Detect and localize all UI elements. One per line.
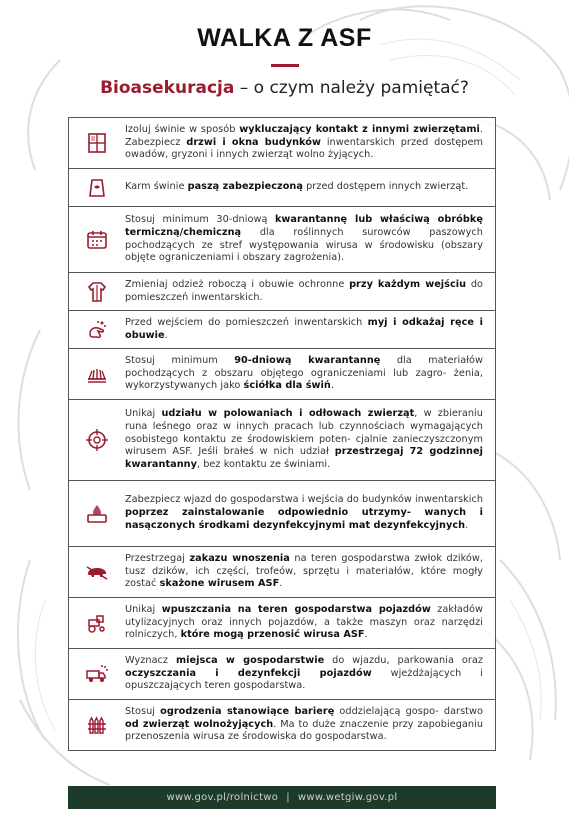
- protective-clothing-icon: [85, 280, 109, 304]
- rule-icon-cell: [69, 118, 125, 168]
- rule-text-part: oddzielającą gospo- darstwo: [334, 705, 483, 717]
- rule-text-emphasis: które mogą przenosić wirusa ASF: [180, 629, 365, 641]
- rule-text-part: na teren gospodarstwa zwłok dzików, tusz dzików, ich części, trofeów, sprzętu i materiałów, które mogły zostać: [125, 552, 483, 590]
- rule-row: [68, 273, 496, 311]
- page-title: WALKA Z ASF: [197, 24, 372, 52]
- rule-text-emphasis: przestrzegaj 72 godzinnej kwarantanny: [125, 446, 483, 471]
- rule-text-emphasis: kwarantannę lub właściwą obróbkę termiczną/chemiczną: [125, 213, 483, 238]
- subtitle-bold: Bioasekuracja: [100, 78, 235, 98]
- rule-text-emphasis: udziału w polowaniach i odłowach zwierząt: [161, 407, 415, 419]
- subtitle-rest: – o czym należy pamiętać?: [234, 78, 469, 98]
- rule-text-part: , w zbieraniu runa leśnego oraz w innych pracach lub czynnościach wymagających osobistego kontaktu ze środowiskiem poten- cjalnie zanieczyszczonym wirusem ASF. Jeśli brałeś w nich udział: [125, 407, 483, 458]
- rule-text: [125, 481, 495, 546]
- rule-text-part: .: [364, 629, 368, 641]
- title-divider: [271, 64, 299, 67]
- rule-text-part: Wyznacz: [125, 654, 176, 666]
- rule-row: [68, 481, 496, 547]
- rule-text-part: zakładów utylizacyjnych oraz innych pojazdów, a także maszyn oraz narzędzi rolniczych,: [125, 603, 483, 641]
- rule-text-emphasis: ogrodzenia stanowiące barierę: [160, 705, 335, 717]
- rule-text-part: . Zabezpiecz: [125, 123, 483, 148]
- rule-text: [125, 598, 495, 648]
- rule-icon-cell: [69, 273, 125, 310]
- rule-text-part: wjeżdżających i opuszczających teren gospodarstwa.: [125, 667, 483, 692]
- rule-text-emphasis: przy każdym wejściu: [349, 278, 467, 290]
- rule-row: [68, 349, 496, 400]
- rule-text-part: Stosuj minimum 30-dniową: [125, 213, 275, 225]
- rule-text-part: do wjazdu, parkowania oraz: [324, 654, 483, 666]
- rule-icon-cell: [69, 598, 125, 648]
- rule-text-emphasis: oczyszczania i dezynfekcji pojazdów: [125, 667, 372, 679]
- tractor-icon: [85, 611, 109, 635]
- rule-row: [68, 598, 496, 649]
- footer-link-rolnictwo[interactable]: www.gov.pl/rolnictwo: [166, 792, 279, 803]
- fence-icon: [85, 713, 109, 737]
- truck-spray-icon: [85, 662, 109, 686]
- rule-icon-cell: [69, 547, 125, 597]
- rule-row: [68, 311, 496, 349]
- wild-boar-icon: [85, 560, 109, 584]
- rule-text: [125, 649, 495, 699]
- rule-text: [125, 118, 495, 168]
- rule-text: [125, 700, 495, 750]
- disinfection-mat-icon: [85, 502, 109, 526]
- rule-text: [125, 547, 495, 597]
- footer-link-wetgiw[interactable]: www.wetgiw.gov.pl: [297, 792, 398, 803]
- rule-text-part: dla materiałów pochodzących z obszaru objętego ograniczeniami lub zagro- żenia, wykorzystywanych jako: [125, 354, 484, 392]
- rule-text-part: przed dostępem innych zwierząt.: [302, 181, 469, 193]
- rule-text-part: Unikaj: [125, 603, 162, 615]
- crosshair-target-icon: [85, 428, 109, 452]
- rule-row: [68, 169, 496, 207]
- rule-icon-cell: [69, 400, 125, 480]
- rule-text-part: Zabezpiecz wjazd do gospodarstwa i wejścia do budynków inwentarskich: [125, 494, 484, 506]
- rule-text-part: Karm świnie: [125, 181, 188, 193]
- rule-row: [68, 400, 496, 481]
- feed-bag-icon: [85, 176, 109, 200]
- rule-text-part: Zmieniaj odzież roboczą i obuwie ochronne: [125, 278, 350, 290]
- biosecurity-rules-table: [68, 117, 496, 751]
- rule-text-emphasis: poprzez zainstalowanie odpowiednio utrzymy- wanych i nasączonych środkami dezynfekcyjnymi mat dezynfekcyjnych: [125, 507, 483, 531]
- barn-door-window-icon: [85, 131, 109, 155]
- rule-text: [125, 169, 495, 206]
- rule-text-part: . Ma to duże znaczenie przy zapobieganiu przenoszenia wirusa ze środowiska do gospodarstwa.: [125, 718, 484, 743]
- rule-text-part: .: [279, 578, 283, 590]
- rule-text: [125, 207, 495, 272]
- rule-row: [68, 547, 496, 598]
- rule-text-emphasis: skażone wirusem ASF: [159, 578, 280, 590]
- rule-text-emphasis: od zwierząt wolnożyjących: [125, 718, 274, 730]
- rule-text-emphasis: zakazu wnoszenia: [189, 552, 290, 564]
- rule-text-part: , bez kontaktu ze świniami.: [196, 459, 331, 471]
- rule-text-emphasis: myj i odkażaj ręce i obuwie: [125, 316, 483, 341]
- hand-washing-icon: [85, 318, 109, 342]
- rule-text: [125, 400, 495, 480]
- rule-icon-cell: [69, 349, 125, 399]
- rule-text-part: Unikaj: [125, 407, 162, 419]
- rule-text: [125, 349, 495, 399]
- rule-text-emphasis: ściółka dla świń: [243, 380, 331, 392]
- rule-text-emphasis: wpuszczania na teren gospodarstwa pojazdów: [161, 603, 431, 615]
- rule-text-part: Izoluj świnie w sposób: [125, 123, 240, 135]
- rule-text-part: Przed wejściem do pomieszczeń inwentarskich: [125, 316, 368, 328]
- page-subtitle: [0, 78, 569, 98]
- rule-row: [68, 649, 496, 700]
- rule-text: [125, 311, 495, 348]
- rule-icon-cell: [69, 481, 125, 546]
- rule-text-part: .: [465, 519, 469, 531]
- rule-text-part: do pomieszczeń inwentarskich.: [125, 278, 483, 303]
- footer-bar: [68, 786, 496, 809]
- rule-row: [68, 700, 496, 751]
- rule-row: [68, 207, 496, 273]
- straw-bedding-icon: [85, 362, 109, 386]
- rule-text-emphasis: paszą zabezpieczoną: [187, 181, 303, 193]
- rule-text-emphasis: 90-dniową kwarantannę: [234, 354, 381, 366]
- rule-text-emphasis: miejsca w gospodarstwie: [176, 654, 325, 666]
- calendar-icon: [85, 228, 109, 252]
- rule-text-part: inwentarskich przed dostępem owadów, gryzoni i innych zwierząt wolno żyjących.: [125, 136, 483, 161]
- rule-text-emphasis: drzwi i okna budynków: [186, 136, 321, 148]
- rule-text-part: .: [330, 380, 334, 392]
- rule-text-part: Stosuj: [125, 705, 161, 717]
- rule-text: [125, 273, 495, 310]
- rule-icon-cell: [69, 207, 125, 272]
- footer-separator: |: [286, 792, 290, 803]
- rule-text-part: dla roślinnych surowców paszowych pochodzących ze stref występowania wirusa w środowisku (obszary objęte ograniczeniami i obszary zagrożenia).: [125, 226, 483, 264]
- rule-text-part: Stosuj minimum: [125, 354, 235, 366]
- rule-row: [68, 118, 496, 169]
- rule-text-part: .: [164, 329, 168, 341]
- rule-icon-cell: [69, 649, 125, 699]
- rule-text-emphasis: wykluczający kontakt z innymi zwierzętami: [239, 123, 480, 135]
- rule-icon-cell: [69, 311, 125, 348]
- rule-icon-cell: [69, 700, 125, 750]
- rule-text-part: Przestrzegaj: [125, 552, 190, 564]
- rule-icon-cell: [69, 169, 125, 206]
